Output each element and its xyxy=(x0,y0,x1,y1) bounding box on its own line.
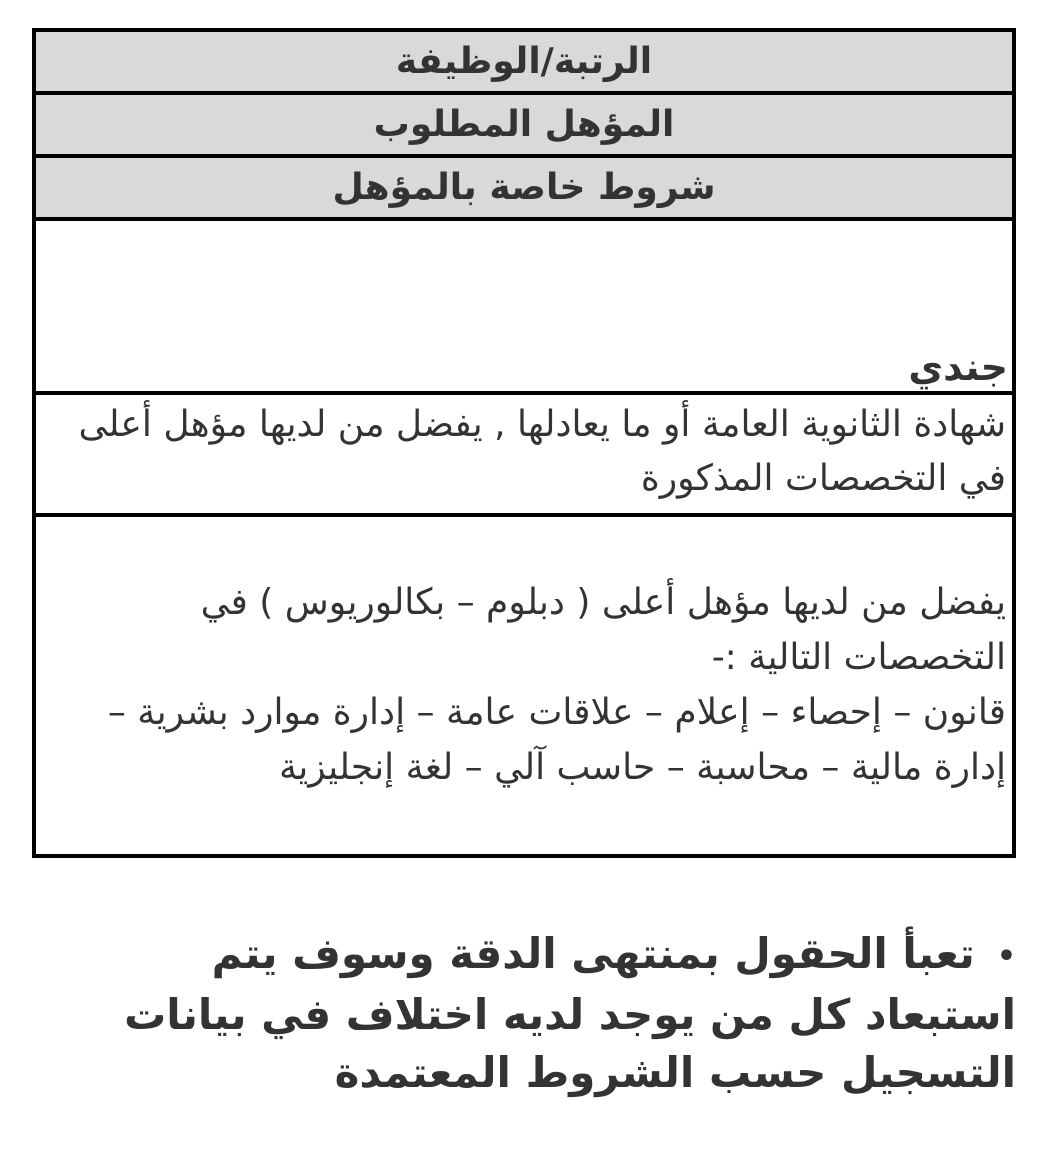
bullet-icon: • xyxy=(996,938,1016,974)
job-requirements-table xyxy=(32,28,1016,858)
important-note xyxy=(55,925,1016,1102)
note-text: تعبأ الحقول بمنتهى الدقة وسوف يتم استبعاد كل من يوجد لديه اختلاف في بيانات التسجيل حسب الشروط المعتمدة xyxy=(124,929,1016,1097)
rank-cell xyxy=(36,221,1012,395)
header-qualification: المؤهل المطلوب xyxy=(36,95,1012,158)
conditions-intro: يفضل من لديها مؤهل أعلى ( دبلوم – بكالوريوس ) في التخصصات التالية :- xyxy=(200,582,1006,678)
qualification-value: شهادة الثانوية العامة أو ما يعادلها , يفضل من لديها مؤهل أعلى في التخصصات المذكورة xyxy=(36,395,1012,517)
conditions-cell xyxy=(36,517,1012,854)
header-conditions: شروط خاصة بالمؤهل xyxy=(36,158,1012,221)
conditions-list: قانون – إحصاء – إعلام – علاقات عامة – إدارة موارد بشرية – إدارة مالية – محاسبة – حاسب آلي – لغة إنجليزية xyxy=(107,692,1006,788)
rank-value: جندي xyxy=(908,345,1008,389)
header-rank: الرتبة/الوظيفة xyxy=(36,32,1012,95)
